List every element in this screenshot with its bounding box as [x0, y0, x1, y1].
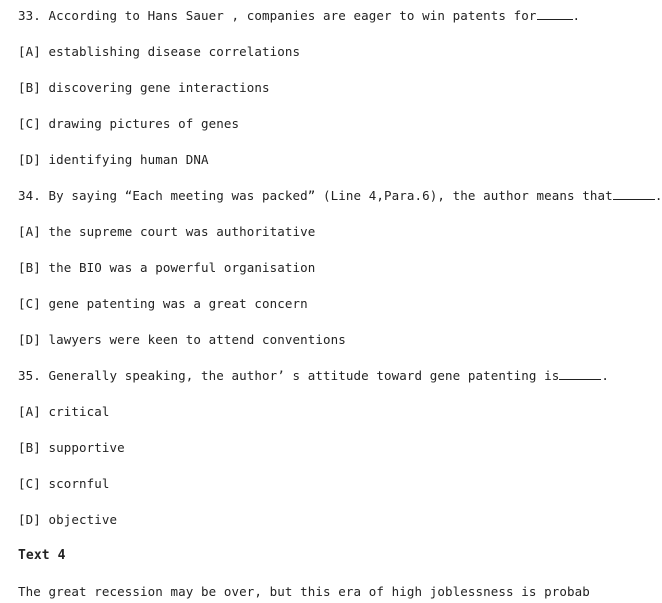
option-33-a: [A] establishing disease correlations: [18, 44, 301, 59]
section-heading: Text 4: [18, 548, 66, 563]
option-35-c: [C] scornful: [18, 476, 110, 491]
option-34-c: [C] gene patenting was a great concern: [18, 296, 308, 311]
question-stem-end: .: [601, 368, 610, 383]
option-33-b: [B] discovering gene interactions: [18, 80, 270, 95]
question-35-stem: [18, 366, 609, 386]
answer-blank: [613, 187, 655, 200]
question-stem-text: 33. According to Hans Sauer , companies are eager to win patents for: [18, 8, 537, 23]
option-34-b: [B] the BIO was a powerful organisation: [18, 260, 316, 275]
question-stem-end: .: [654, 188, 662, 203]
option-33-c: [C] drawing pictures of genes: [18, 116, 240, 131]
option-35-a: [A] critical: [18, 404, 110, 419]
question-stem-text: 34. By saying “Each meeting was packed” (Line 4,Para.6), the author means that: [18, 188, 613, 203]
option-34-d: [D] lawyers were keen to attend conventions: [18, 332, 346, 347]
option-35-b: [B] supportive: [18, 440, 125, 455]
option-35-d: [D] objective: [18, 512, 118, 527]
passage-first-line: The great recession may be over, but this era of high joblessness is probab: [18, 584, 590, 599]
option-33-d: [D] identifying human DNA: [18, 152, 209, 167]
option-34-a: [A] the supreme court was authoritative: [18, 224, 316, 239]
question-34-stem: [18, 186, 662, 206]
answer-blank: [559, 367, 601, 380]
question-33-stem: [18, 6, 580, 26]
question-stem-text: 35. Generally speaking, the author’ s attitude toward gene patenting is: [18, 368, 560, 383]
question-stem-end: .: [572, 8, 581, 23]
answer-blank: [537, 7, 573, 20]
